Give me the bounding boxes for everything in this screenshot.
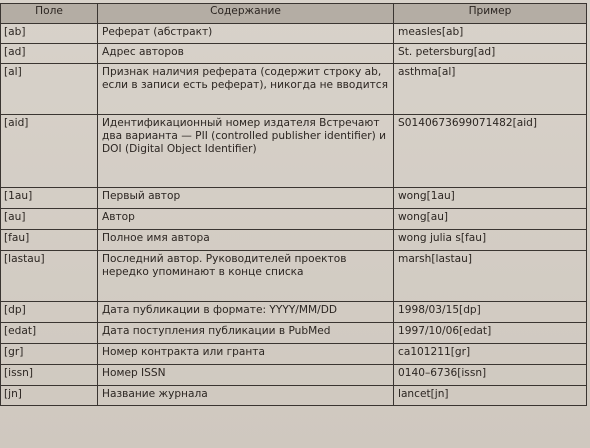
content-cell: Номер ISSN: [98, 365, 394, 386]
content-cell: Дата поступления публикации в PubMed: [98, 323, 394, 344]
fields-table: [0, 3, 587, 406]
table-row: [1, 188, 587, 209]
content-cell: Название журнала: [98, 386, 394, 406]
example-cell: S0140673699071482[aid]: [394, 115, 587, 188]
table-row: [1, 64, 587, 115]
content-cell: Признак наличия реферата (содержит строку ab, если в записи есть реферат), никогда не вводится: [98, 64, 394, 115]
example-cell: 1997/10/06[edat]: [394, 323, 587, 344]
example-cell: wong[au]: [394, 209, 587, 230]
field-cell: [1au]: [1, 188, 98, 209]
content-cell: Реферат (абстракт): [98, 24, 394, 44]
header-field: Поле: [1, 4, 98, 24]
example-cell: wong julia s[fau]: [394, 230, 587, 251]
field-cell: [lastau]: [1, 251, 98, 302]
header-content: Содержание: [98, 4, 394, 24]
content-cell: Идентификационный номер издателя Встречают два варианта — PII (controlled publisher identifier) и DOI (Digital Object Identifier): [98, 115, 394, 188]
example-cell: lancet[jn]: [394, 386, 587, 406]
table-row: [1, 115, 587, 188]
field-cell: [fau]: [1, 230, 98, 251]
table-row: [1, 302, 587, 323]
field-cell: [ab]: [1, 24, 98, 44]
example-cell: measles[ab]: [394, 24, 587, 44]
field-cell: [aid]: [1, 115, 98, 188]
example-cell: asthma[al]: [394, 64, 587, 115]
table-row: [1, 230, 587, 251]
table-row: [1, 365, 587, 386]
field-cell: [edat]: [1, 323, 98, 344]
table-row: [1, 44, 587, 64]
table-row: [1, 386, 587, 406]
content-cell: Полное имя автора: [98, 230, 394, 251]
field-cell: [dp]: [1, 302, 98, 323]
field-cell: [gr]: [1, 344, 98, 365]
header-row: [1, 4, 587, 24]
field-cell: [issn]: [1, 365, 98, 386]
table-row: [1, 344, 587, 365]
table-row: [1, 209, 587, 230]
table-row: [1, 251, 587, 302]
example-cell: 1998/03/15[dp]: [394, 302, 587, 323]
example-cell: wong[1au]: [394, 188, 587, 209]
content-cell: Номер контракта или гранта: [98, 344, 394, 365]
content-cell: Последний автор. Руководителей проектов нередко упоминают в конце списка: [98, 251, 394, 302]
field-cell: [jn]: [1, 386, 98, 406]
field-cell: [au]: [1, 209, 98, 230]
field-cell: [al]: [1, 64, 98, 115]
table-row: [1, 323, 587, 344]
example-cell: St. petersburg[ad]: [394, 44, 587, 64]
example-cell: ca101211[gr]: [394, 344, 587, 365]
content-cell: Дата публикации в формате: YYYY/MM/DD: [98, 302, 394, 323]
table-row: [1, 24, 587, 44]
field-cell: [ad]: [1, 44, 98, 64]
example-cell: marsh[lastau]: [394, 251, 587, 302]
content-cell: Автор: [98, 209, 394, 230]
example-cell: 0140–6736[issn]: [394, 365, 587, 386]
content-cell: Адрес авторов: [98, 44, 394, 64]
header-example: Пример: [394, 4, 587, 24]
content-cell: Первый автор: [98, 188, 394, 209]
